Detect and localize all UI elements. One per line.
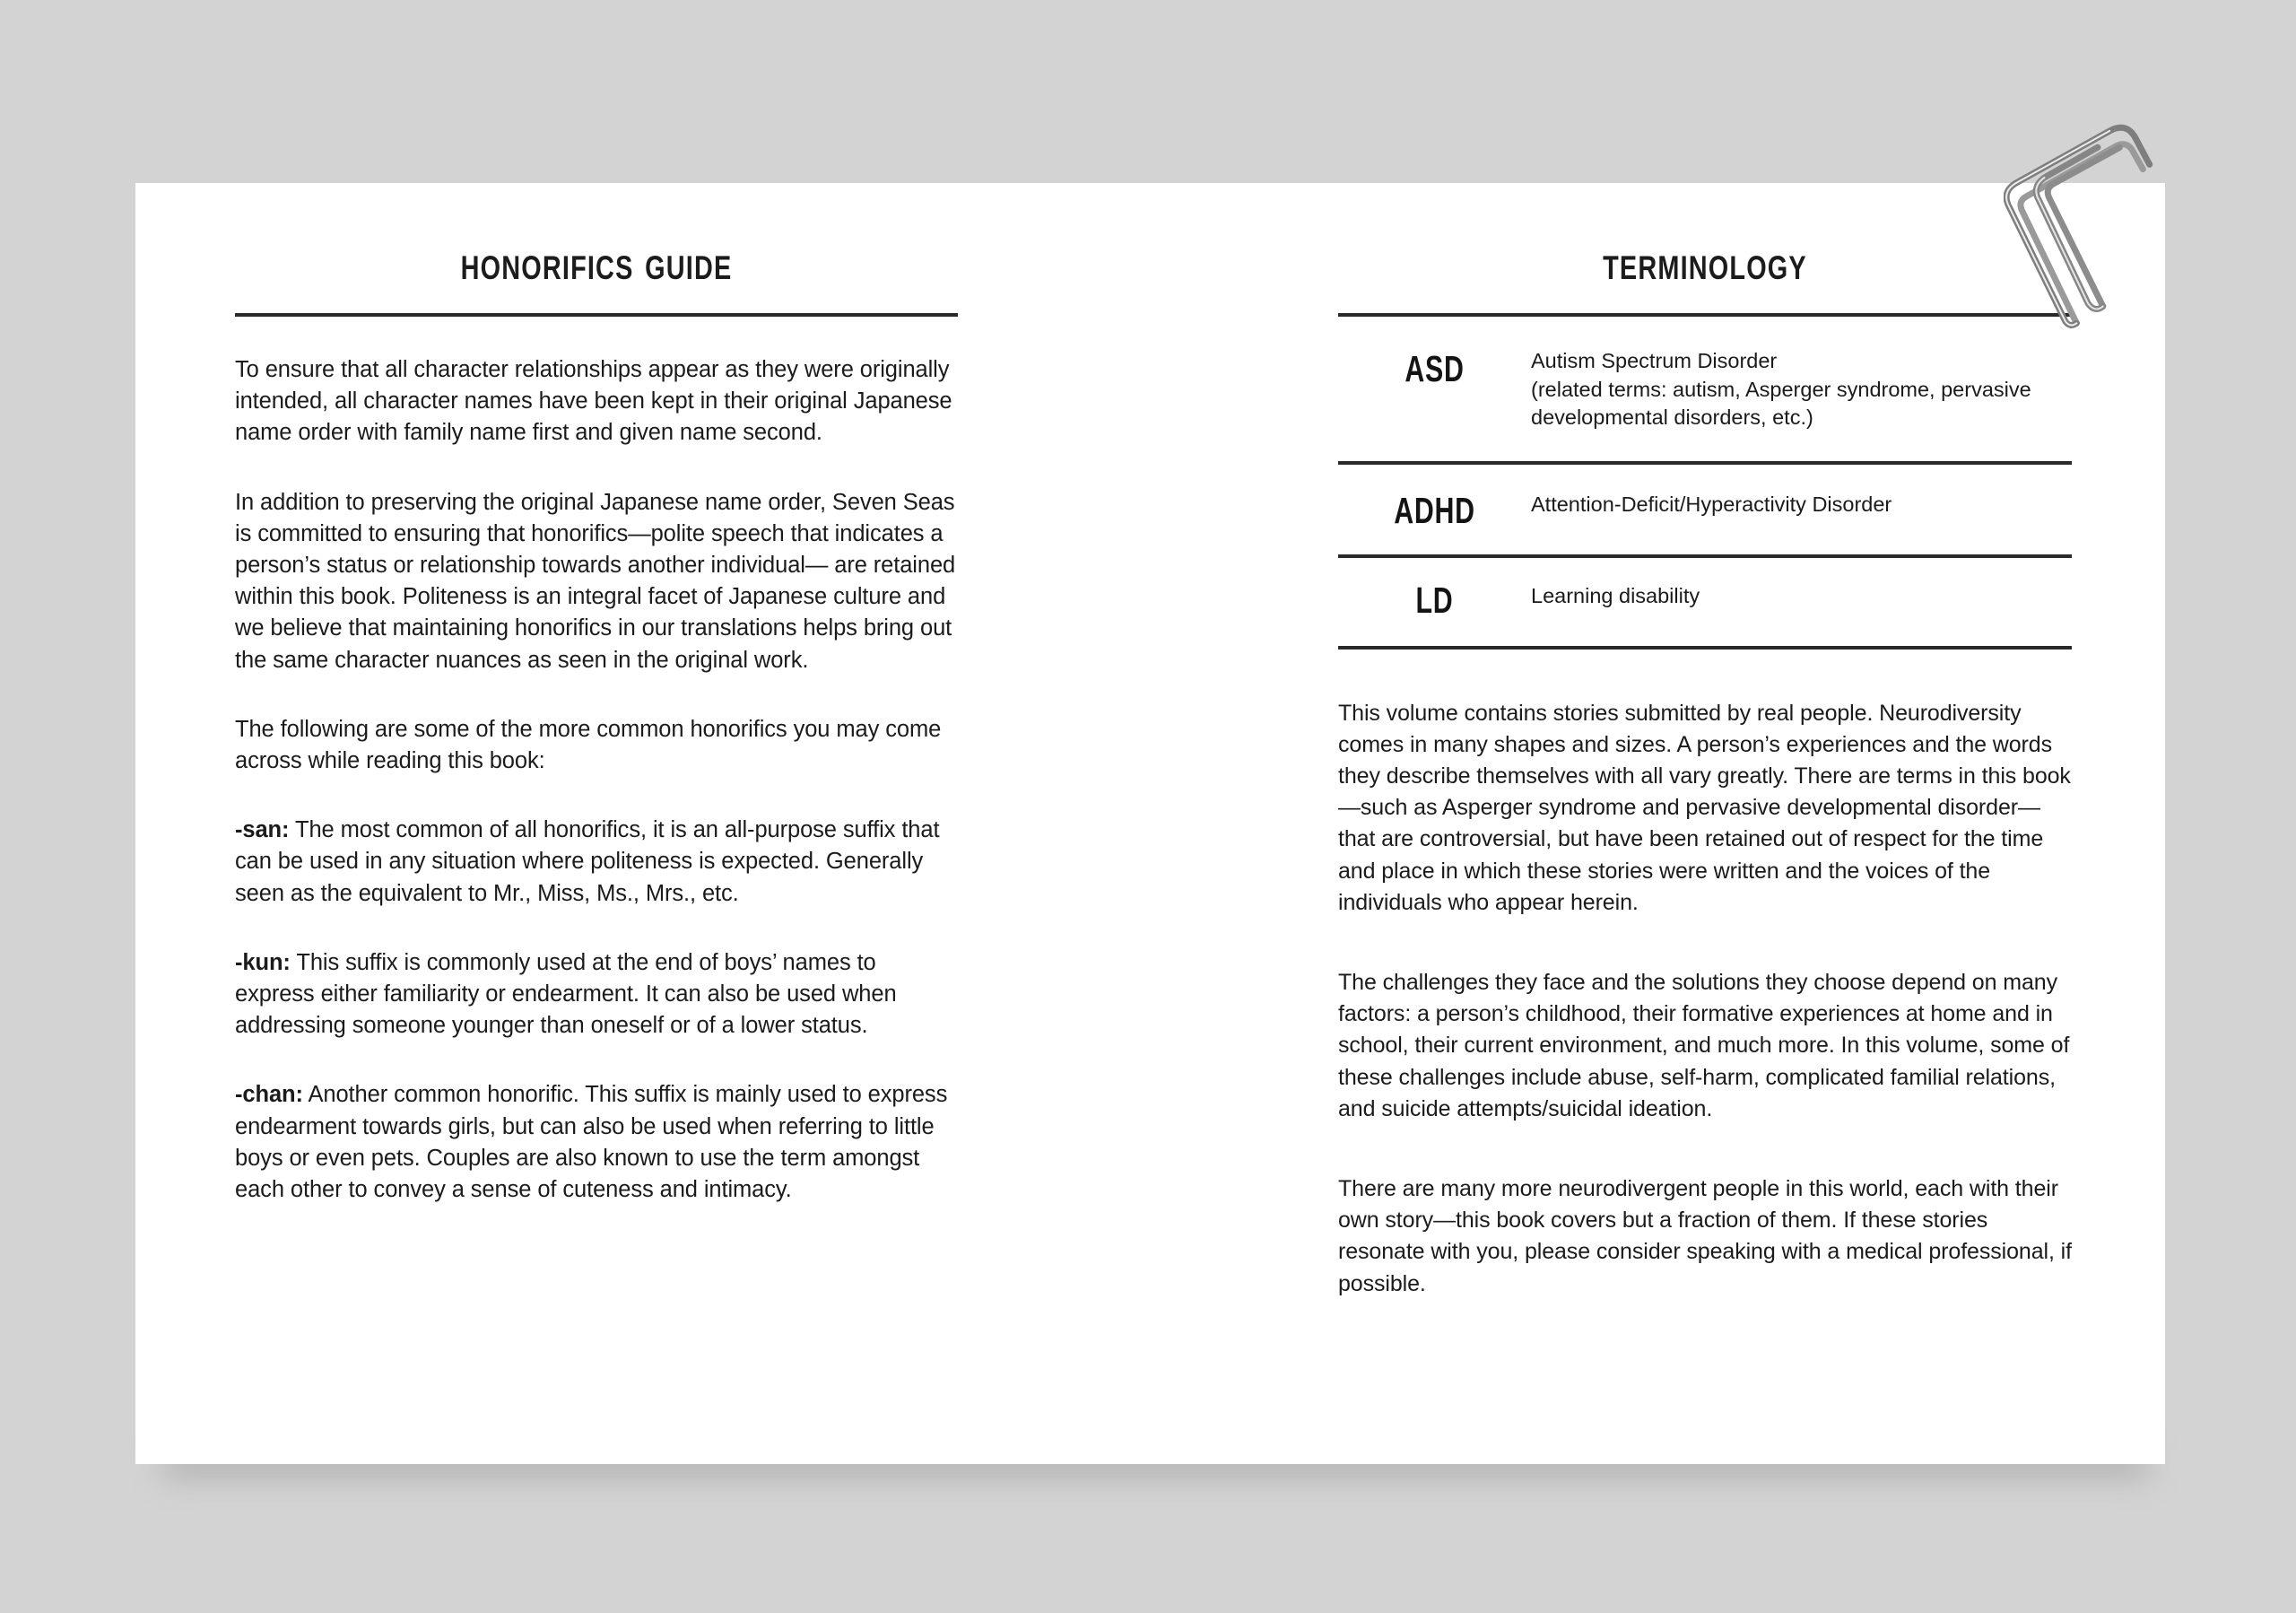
note-paragraph-2 [1338,967,2072,1125]
table-row [1338,558,2072,650]
honorifics-column [235,183,958,1206]
page-sheet [135,183,2165,1464]
paragraph-preserving-text: In addition to preserving the original Japanese name order, Seven Seas is committed to ensuring that honorifics—polite speech that indicates a person’s status or relationship towards another individual— are retained within this book. Politeness is an integral facet of Japanese culture and we believe that maintaining honorifics in our translations helps bring out the same character nuances as seen in the original work. [235,489,956,673]
paragraph-intro [235,354,958,449]
note-paragraph-2-text: The challenges they face and the solutions they choose depend on many factors: a person’s childhood, their formative experiences at home and in school, their current environment, and much more. In this volume, some of these challenges include abuse, self-harm, complicated familial relations, and suicide attempts/suicidal ideation. [1338,969,2070,1121]
honorific-entry-chan [235,1079,958,1206]
honorific-definition-chan: Another common honorific. This suffix is mainly used to express endearment towards girls, but can also be used when referring to little boys or even pets. Couples are also known to use the term amongst each other to convey a sense of cuteness and intimacy. [235,1082,948,1203]
note-paragraph-1 [1338,698,2072,919]
honorific-term-chan: -chan: [235,1082,303,1108]
honorific-definition-san: The most common of all honorifics, it is an all-purpose suffix that can be used in any situation where politeness is expected. Generally seen as the equivalent to Mr., Miss, Ms., Mrs., etc. [235,817,940,906]
note-paragraph-3 [1338,1173,2072,1300]
page-title-terminology: terminology [1603,237,1807,290]
honorific-definition-kun: This suffix is commonly used at the end of boys’ names to express either familiarity or endearment. It can also be used when addressing someone younger than oneself or of a lower status. [235,949,897,1039]
term-definition: Learning disability [1531,583,1700,607]
title-divider-left [235,313,958,317]
table-row [1338,317,2072,465]
paragraph-preserving [235,487,958,676]
honorific-entry-san [235,815,958,910]
paragraph-intro-text: To ensure that all character relationships appear as they were originally intended, all character names have been kept in their original Japanese name order with family name first and given name second. [235,357,952,446]
term-abbreviation: ASD [1405,348,1465,389]
term-definition: Autism Spectrum Disorder (related terms: autism, Asperger syndrome, pervasive developmental disorders, etc.) [1531,349,2031,429]
note-paragraph-1-text: This volume contains stories submitted by real people. Neurodiversity comes in many shapes and sizes. A person’s experiences and the words they describe themselves with all vary greatly. There are terms in this book—such as Asperger syndrome and pervasive developmental disorder—that are controversial, but have been retained out of respect for the time and place in which these stories were written and the voices of the individuals who appear herein. [1338,700,2071,915]
paragraph-lead-in-text: The following are some of the more common honorifics you may come across while reading this book: [235,716,942,774]
terminology-table [1338,317,2072,650]
honorific-term-san: -san: [235,817,290,843]
terminology-column [1338,183,2072,1300]
honorific-term-kun: -kun: [235,949,291,975]
page-title-honorifics: honorifics guide [460,237,733,290]
term-abbreviation: ADHD [1394,489,1475,531]
term-definition: Attention-Deficit/Hyperactivity Disorder [1531,492,1892,516]
honorific-entry-kun [235,947,958,1042]
term-abbreviation: LD [1415,579,1454,621]
table-row [1338,465,2072,558]
document-page [135,183,2165,1464]
paragraph-lead-in [235,714,958,777]
note-paragraph-3-text: There are many more neurodivergent people in this world, each with their own story—this book covers but a fraction of them. If these stories resonate with you, please consider speaking with a medical professional, if possible. [1338,1175,2072,1296]
